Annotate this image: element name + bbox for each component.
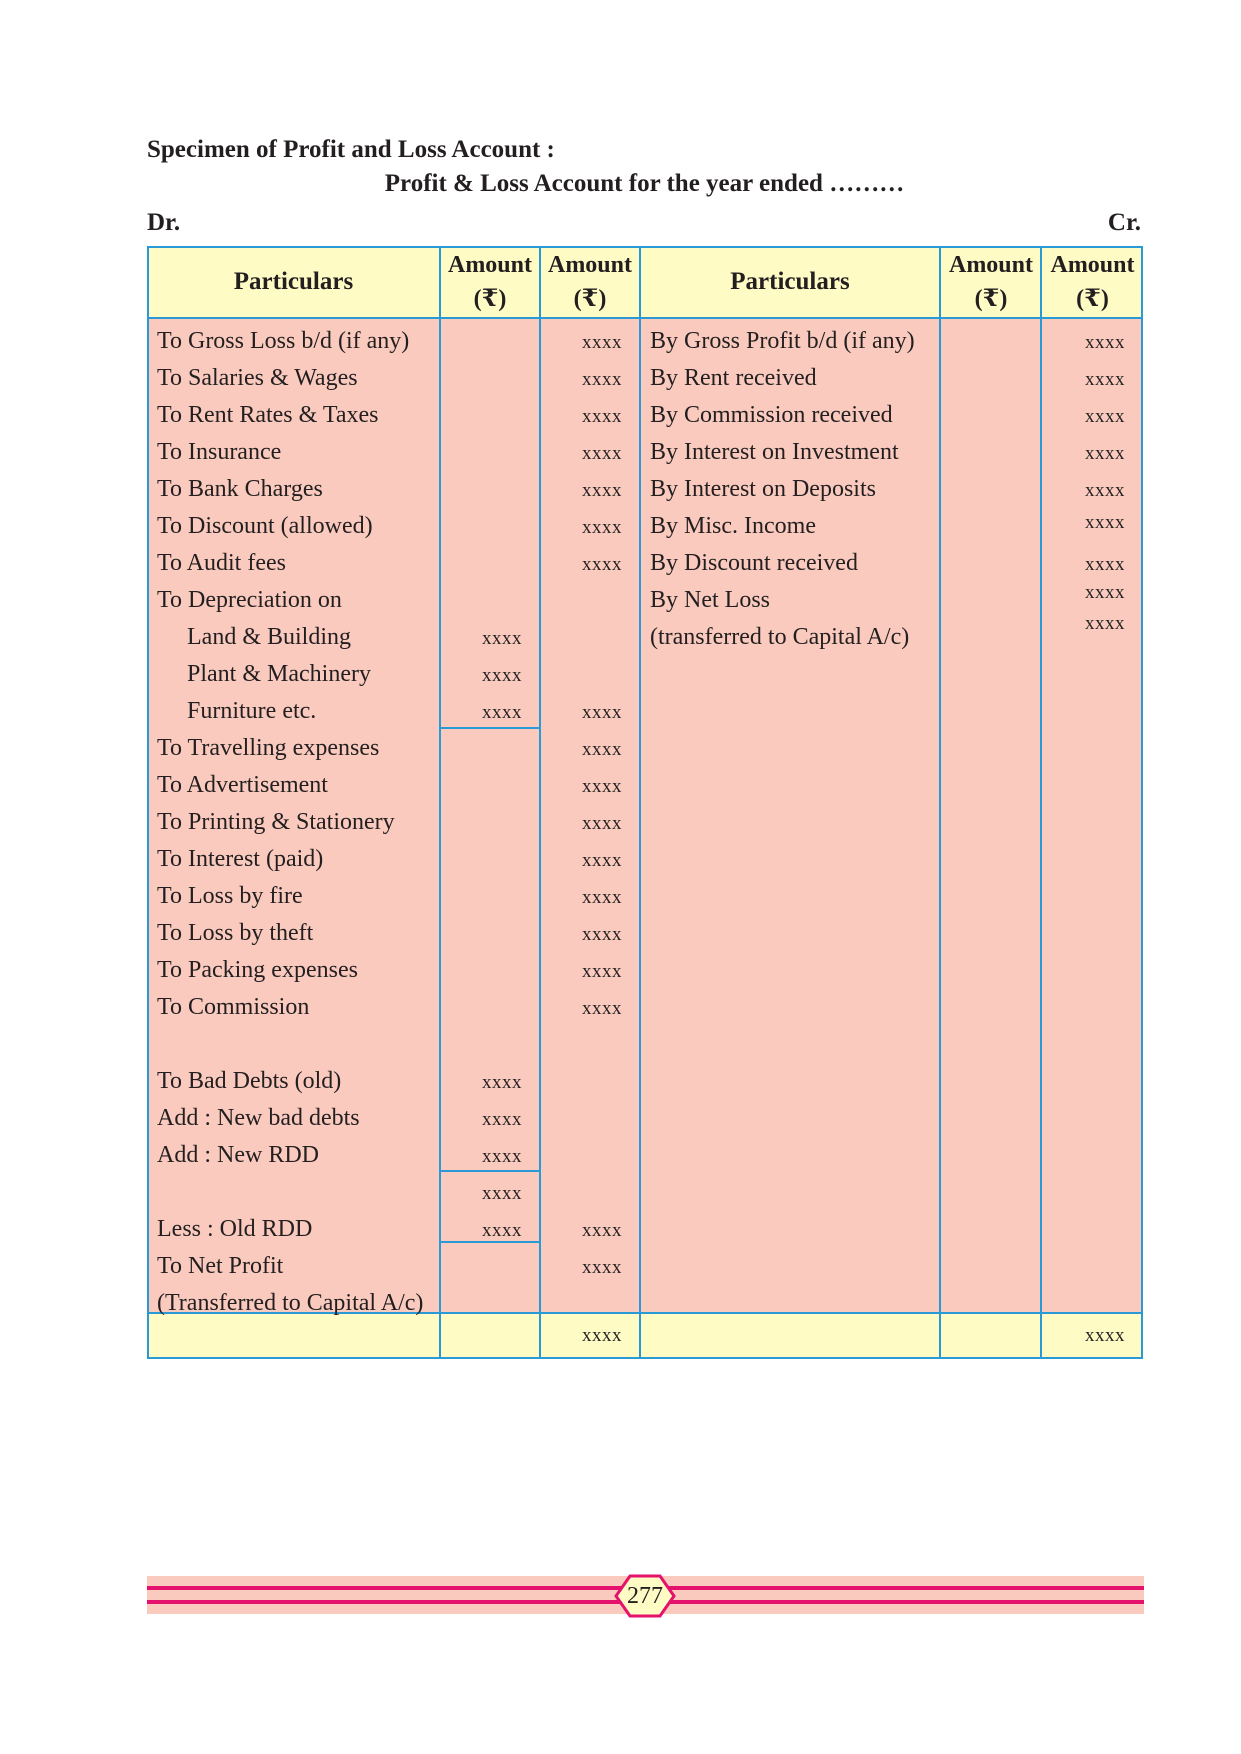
account-title: Profit & Loss Account for the year ended ……… bbox=[384, 170, 905, 197]
debit-row-amount1: xxxx bbox=[482, 628, 522, 649]
credit-row-amount2: xxxx bbox=[1085, 613, 1125, 634]
debit-label: Dr. bbox=[147, 209, 181, 236]
debit-row-particular: To Advertisement bbox=[157, 772, 328, 798]
page-number-badge bbox=[612, 1573, 678, 1619]
debit-row-particular: To Packing expenses bbox=[157, 957, 358, 983]
debit-row-particular: To Audit fees bbox=[157, 550, 286, 576]
credit-row-particular: By Gross Profit b/d (if any) bbox=[650, 328, 915, 354]
debit-row-particular: Land & Building bbox=[187, 624, 351, 650]
header-particulars-left: Particulars bbox=[147, 246, 440, 317]
header-rupee-label: (₹) bbox=[974, 286, 1008, 312]
debit-row-particular: Add : New RDD bbox=[157, 1142, 319, 1168]
credit-row-particular: By Interest on Deposits bbox=[650, 476, 876, 502]
debit-row-particular: To Travelling expenses bbox=[157, 735, 380, 761]
debit-row-amount1: xxxx bbox=[482, 1220, 522, 1241]
header-amount-label: Amount bbox=[948, 252, 1033, 278]
header-amount-label: Amount bbox=[1050, 252, 1135, 278]
debit-row-amount1: xxxx bbox=[482, 1072, 522, 1093]
header-amount-label: Amount bbox=[447, 252, 532, 278]
credit-row-particular: By Rent received bbox=[650, 365, 817, 391]
credit-row-amount2: xxxx bbox=[1085, 369, 1125, 390]
debit-row-amount2: xxxx bbox=[582, 1220, 622, 1241]
debit-row-particular: To Rent Rates & Taxes bbox=[157, 402, 379, 428]
credit-row-amount2: xxxx bbox=[1085, 332, 1125, 353]
debit-row-amount2: xxxx bbox=[582, 924, 622, 945]
credit-row-amount2: xxxx bbox=[1085, 406, 1125, 427]
debit-row-particular: To Bad Debts (old) bbox=[157, 1068, 342, 1094]
header-rupee-label: (₹) bbox=[473, 286, 507, 312]
credit-row-particular: By Commission received bbox=[650, 402, 893, 428]
debit-row-amount1: xxxx bbox=[482, 702, 522, 723]
debit-row-particular: Plant & Machinery bbox=[187, 661, 371, 687]
debit-row-amount2: xxxx bbox=[582, 406, 622, 427]
debit-row-amount2: xxxx bbox=[582, 1257, 622, 1278]
debit-row-amount2: xxxx bbox=[582, 998, 622, 1019]
debit-row-particular: To Depreciation on bbox=[157, 587, 342, 613]
debit-row-particular: To Commission bbox=[157, 994, 310, 1020]
credit-label: Cr. bbox=[1107, 209, 1141, 236]
debit-row-particular: Furniture etc. bbox=[187, 698, 317, 724]
header-rupee-label: (₹) bbox=[1076, 286, 1109, 312]
debit-row-amount1: xxxx bbox=[482, 1183, 522, 1204]
total-row bbox=[147, 1312, 1143, 1359]
debit-row-amount1: xxxx bbox=[482, 665, 522, 686]
credit-row-amount2: xxxx bbox=[1085, 582, 1125, 603]
total-right-amount: xxxx bbox=[1085, 1325, 1125, 1346]
debit-row-particular: To Salaries & Wages bbox=[157, 365, 358, 391]
debit-row-amount2: xxxx bbox=[582, 702, 622, 723]
debit-row-amount2: xxxx bbox=[582, 369, 622, 390]
debit-row-particular: To Loss by fire bbox=[157, 883, 303, 909]
credit-row-particular: By Interest on Investment bbox=[650, 439, 899, 465]
debit-row-amount2: xxxx bbox=[582, 961, 622, 982]
debit-row-amount2: xxxx bbox=[582, 332, 622, 353]
debit-row-amount1: xxxx bbox=[482, 1109, 522, 1130]
header-rupee-label: (₹) bbox=[573, 286, 607, 312]
total-left-amount: xxxx bbox=[582, 1325, 622, 1346]
credit-row-particular: (transferred to Capital A/c) bbox=[650, 624, 910, 650]
debit-row-amount2: xxxx bbox=[582, 739, 622, 760]
debit-row-amount2: xxxx bbox=[582, 850, 622, 871]
debit-row-particular: (Transferred to Capital A/c) bbox=[157, 1290, 424, 1316]
header-amount2-left bbox=[540, 246, 640, 317]
debit-row-particular: To Discount (allowed) bbox=[157, 513, 373, 539]
debit-row-particular: Add : New bad debts bbox=[157, 1105, 360, 1131]
header-amount-label: Amount bbox=[547, 252, 632, 278]
credit-row-particular: By Misc. Income bbox=[650, 513, 816, 539]
debit-row-particular: Less : Old RDD bbox=[157, 1216, 313, 1242]
credit-row-particular: By Discount received bbox=[650, 550, 858, 576]
credit-row-amount2: xxxx bbox=[1085, 554, 1125, 575]
debit-row-particular: To Bank Charges bbox=[157, 476, 323, 502]
debit-row-particular: To Loss by theft bbox=[157, 920, 314, 946]
debit-row-amount2: xxxx bbox=[582, 554, 622, 575]
debit-row-particular: To Net Profit bbox=[157, 1253, 284, 1279]
header-particulars-right: Particulars bbox=[640, 246, 940, 317]
debit-row-amount1: xxxx bbox=[482, 1146, 522, 1167]
debit-row-particular: To Printing & Stationery bbox=[157, 809, 395, 835]
debit-row-particular: To Interest (paid) bbox=[157, 846, 324, 872]
debit-row-amount2: xxxx bbox=[582, 887, 622, 908]
debit-row-amount2: xxxx bbox=[582, 517, 622, 538]
credit-row-amount2: xxxx bbox=[1085, 512, 1125, 533]
debit-row-amount2: xxxx bbox=[582, 480, 622, 501]
debit-row-amount2: xxxx bbox=[582, 776, 622, 797]
debit-row-amount2: xxxx bbox=[582, 813, 622, 834]
header-amount2-right bbox=[1042, 246, 1143, 317]
header-amount1-right bbox=[940, 246, 1042, 317]
debit-row-particular: To Gross Loss b/d (if any) bbox=[157, 328, 410, 354]
credit-row-amount2: xxxx bbox=[1085, 480, 1125, 501]
debit-row-particular: To Insurance bbox=[157, 439, 282, 465]
credit-row-particular: By Net Loss bbox=[650, 587, 770, 613]
page-heading: Specimen of Profit and Loss Account : bbox=[147, 136, 555, 163]
profit-loss-table bbox=[147, 246, 1143, 1359]
credit-row-amount2: xxxx bbox=[1085, 443, 1125, 464]
header-amount1-left bbox=[440, 246, 540, 317]
debit-row-amount2: xxxx bbox=[582, 443, 622, 464]
page-number: 277 bbox=[627, 1582, 663, 1609]
